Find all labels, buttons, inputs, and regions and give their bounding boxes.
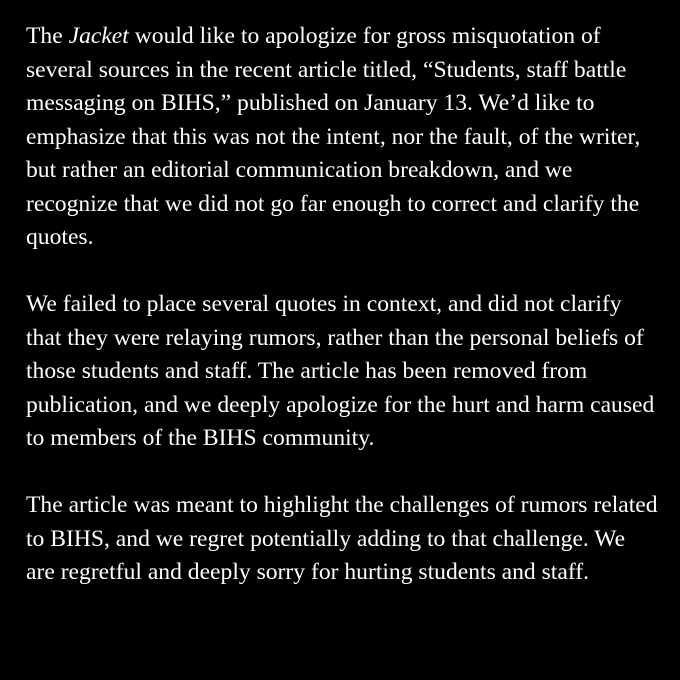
intro-lead-text: The	[26, 23, 69, 49]
intro-body-text: would like to apologize for gross misquotation of several sources in the recent article titled, “Students, staff battle messaging on BIHS,” published on January 13. We’d like to emphasize that this was not the intent, nor the fault, of the writer, but rather an editorial communication breakdown, and we recognize that we did not go far enough to correct and clarify the quotes.	[26, 23, 641, 250]
paragraph-context-failure: We failed to place several quotes in context, and did not clarify that they were relaying rumors, rather than the personal beliefs of those students and staff. The article has been removed from publication, and we deeply apologize for the hurt and harm caused to members of the BIHS community.	[26, 291, 655, 451]
publication-name: Jacket	[68, 23, 129, 49]
paragraph-regret: The article was meant to highlight the challenges of rumors related to BIHS, and we regret potentially adding to that challenge. We are regretful and deeply sorry for hurting students and staff.	[26, 492, 658, 585]
paragraph-apology-intro	[26, 20, 658, 255]
